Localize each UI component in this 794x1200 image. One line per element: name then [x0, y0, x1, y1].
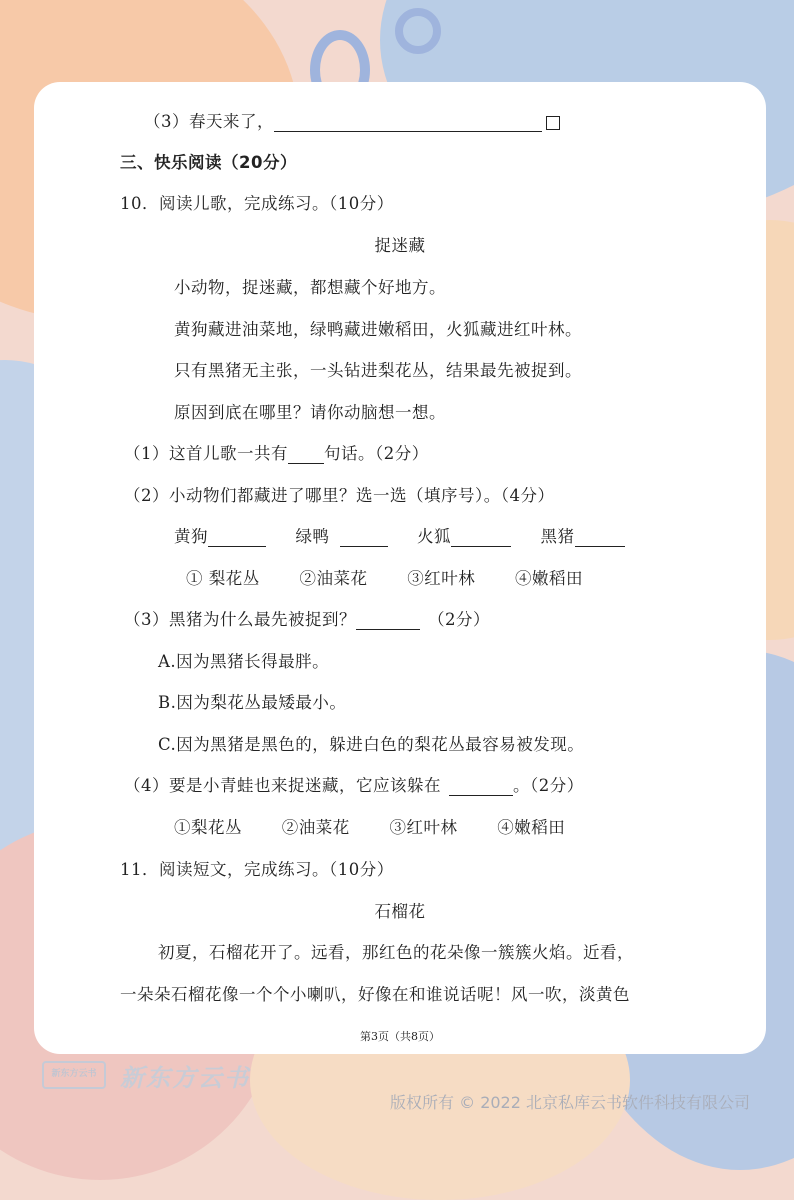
option-row — [174, 814, 565, 838]
answer-blank[interactable] — [356, 613, 420, 630]
section-title: 三、快乐阅读（20分） — [120, 153, 297, 172]
poem-line: 小动物，捉迷藏，都想藏个好地方。 — [174, 278, 446, 297]
option-item: ③红叶林 — [407, 569, 476, 588]
q10-sub3: （3）黑猪为什么最先被捉到？ （2分） — [124, 610, 490, 629]
book-icon: 新东方云书 — [42, 1061, 106, 1089]
passage-title: 石榴花 — [374, 902, 426, 921]
option-item: ②油菜花 — [299, 569, 368, 588]
brand-logo — [42, 1060, 250, 1090]
page-footer: 第3页（共8页） — [360, 1030, 440, 1043]
q10-sub2: （2）小动物们都藏进了哪里？选一选（填序号）。（4分） — [124, 486, 555, 505]
option-item: ③红叶林 — [389, 818, 458, 837]
brand-name: 新东方云书 — [120, 1063, 250, 1092]
answer-blank[interactable] — [208, 530, 266, 547]
bg-ring — [395, 8, 441, 54]
answer-blank[interactable] — [288, 447, 324, 464]
option-item: ①梨花丛 — [174, 818, 242, 837]
option-item: ④嫩稻田 — [497, 818, 566, 837]
choice-item: C.因为黑猪是黑色的，躲进白色的梨花丛最容易被发现。 — [158, 735, 585, 754]
option-row — [186, 565, 583, 589]
option-item: ②油菜花 — [281, 818, 350, 837]
checkbox[interactable] — [546, 116, 560, 130]
option-item: ① 梨花丛 — [186, 569, 260, 588]
q9-3-text: （3）春天来了， — [144, 112, 274, 131]
answer-blank[interactable] — [451, 530, 511, 547]
poem-title: 捉迷藏 — [374, 236, 426, 255]
q9-3-line — [144, 108, 560, 132]
answer-blank[interactable] — [340, 530, 388, 547]
q10-heading: 10．阅读儿歌，完成练习。（10分） — [120, 194, 394, 213]
answer-blank[interactable] — [575, 530, 625, 547]
passage-line: 初夏，石榴花开了。远看，那红色的花朵像一簇簇火焰。近看， — [158, 943, 634, 962]
choice-item: B.因为梨花丛最矮最小。 — [158, 693, 347, 712]
option-item: ④嫩稻田 — [515, 569, 583, 588]
answer-blank[interactable] — [449, 779, 513, 796]
animal-row: 黄狗 绿鸭 火狐 黑猪 — [174, 523, 625, 547]
passage-line: 一朵朵石榴花像一个个小喇叭，好像在和谁说话呢！风一吹，淡黄色 — [120, 985, 630, 1004]
poem-line: 原因到底在哪里？请你动脑想一想。 — [174, 403, 446, 422]
q10-sub1: （1）这首儿歌一共有 句话。（2分） — [124, 444, 429, 463]
q10-sub4: （4）要是小青蛙也来捉迷藏，它应该躲在 。（2分） — [124, 776, 584, 795]
copyright: 版权所有 © 2022 北京私库云书软件科技有限公司 — [390, 1093, 750, 1112]
answer-blank[interactable] — [274, 115, 542, 132]
poem-line: 只有黑猪无主张，一头钻进梨花丛，结果最先被捉到。 — [174, 361, 582, 380]
poem-line: 黄狗藏进油菜地，绿鸭藏进嫩稻田，火狐藏进红叶林。 — [174, 320, 582, 339]
page-card — [34, 82, 766, 1054]
q11-heading: 11．阅读短文，完成练习。（10分） — [120, 860, 394, 879]
choice-item: A.因为黑猪长得最胖。 — [158, 652, 330, 671]
